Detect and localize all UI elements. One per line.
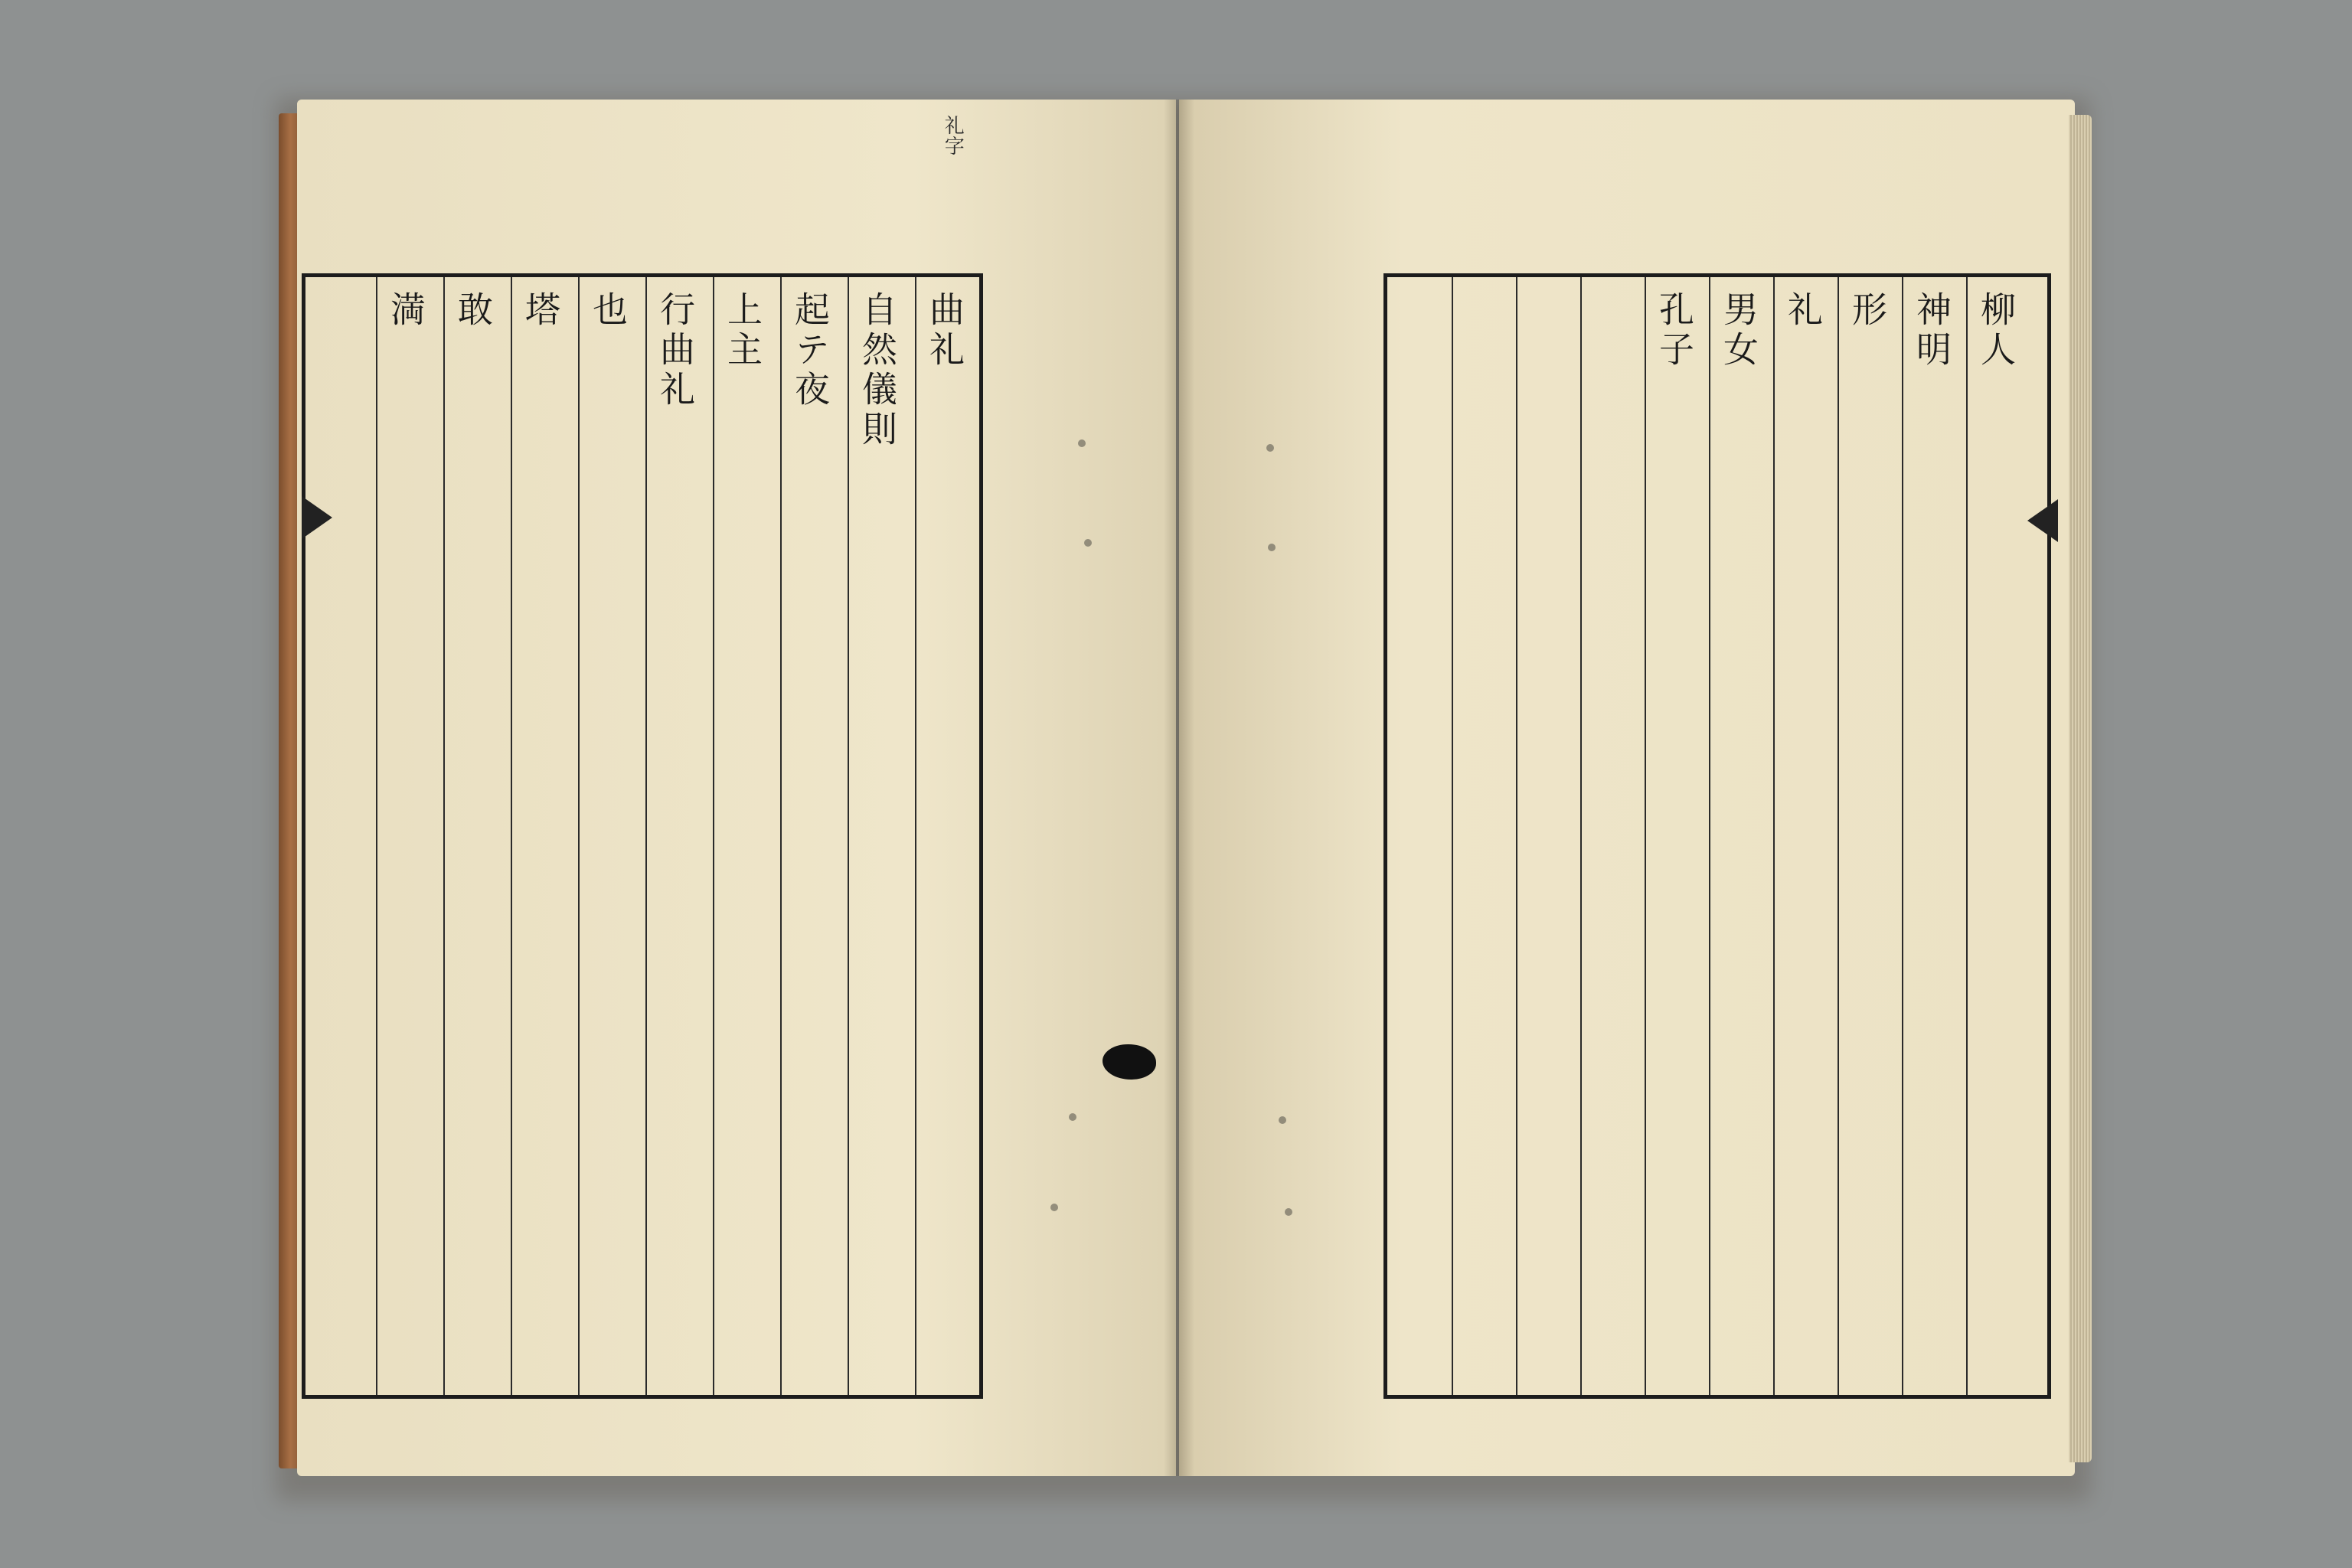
right-fold-mark bbox=[2027, 499, 2058, 542]
text-column: 起テ夜 bbox=[789, 291, 831, 410]
binding-hole bbox=[1279, 1116, 1286, 1124]
text-column: 塔 bbox=[520, 291, 561, 331]
text-column: 孔子 bbox=[1654, 291, 1695, 371]
binding-hole bbox=[1285, 1208, 1292, 1216]
text-column: 礼 bbox=[1782, 291, 1824, 331]
column-rule bbox=[443, 277, 445, 1395]
text-column: 柳人 bbox=[1975, 291, 2017, 371]
column-rule bbox=[1709, 277, 1710, 1395]
text-column: 行曲礼 bbox=[655, 291, 696, 410]
text-column: 曲礼 bbox=[924, 291, 965, 371]
column-rule bbox=[1516, 277, 1517, 1395]
book-gutter bbox=[1164, 100, 1194, 1476]
binding-hole bbox=[1078, 439, 1086, 447]
column-rule bbox=[376, 277, 377, 1395]
text-column: 神明 bbox=[1911, 291, 1952, 371]
text-column: 上主 bbox=[722, 291, 763, 371]
text-column: 自然儀則 bbox=[857, 291, 898, 450]
column-rule bbox=[915, 277, 916, 1395]
right-text-frame bbox=[1383, 273, 2051, 1399]
column-rule bbox=[1773, 277, 1775, 1395]
column-rule bbox=[780, 277, 782, 1395]
ink-blot bbox=[1102, 1044, 1156, 1080]
text-column: 敢 bbox=[452, 291, 494, 331]
left-text-frame bbox=[302, 273, 983, 1399]
column-rule bbox=[848, 277, 849, 1395]
column-rule bbox=[1580, 277, 1582, 1395]
left-fold-mark bbox=[302, 496, 332, 539]
column-rule bbox=[1838, 277, 1839, 1395]
column-rule bbox=[1966, 277, 1968, 1395]
left-header-note: 礼字 bbox=[941, 115, 965, 156]
binding-hole bbox=[1069, 1113, 1076, 1121]
column-rule bbox=[578, 277, 580, 1395]
page-stack-edge bbox=[2069, 115, 2092, 1462]
text-column: 男女 bbox=[1718, 291, 1759, 371]
column-rule bbox=[645, 277, 647, 1395]
binding-hole bbox=[1050, 1204, 1058, 1211]
column-rule bbox=[511, 277, 512, 1395]
column-rule bbox=[1645, 277, 1646, 1395]
text-column: 形 bbox=[1847, 291, 1888, 331]
binding-hole bbox=[1266, 444, 1274, 452]
column-rule bbox=[1452, 277, 1453, 1395]
binding-hole bbox=[1268, 544, 1276, 551]
column-rule bbox=[1902, 277, 1903, 1395]
text-column: 満 bbox=[385, 291, 426, 331]
text-column: 也 bbox=[587, 291, 629, 331]
binding-hole bbox=[1084, 539, 1092, 547]
column-rule bbox=[713, 277, 714, 1395]
